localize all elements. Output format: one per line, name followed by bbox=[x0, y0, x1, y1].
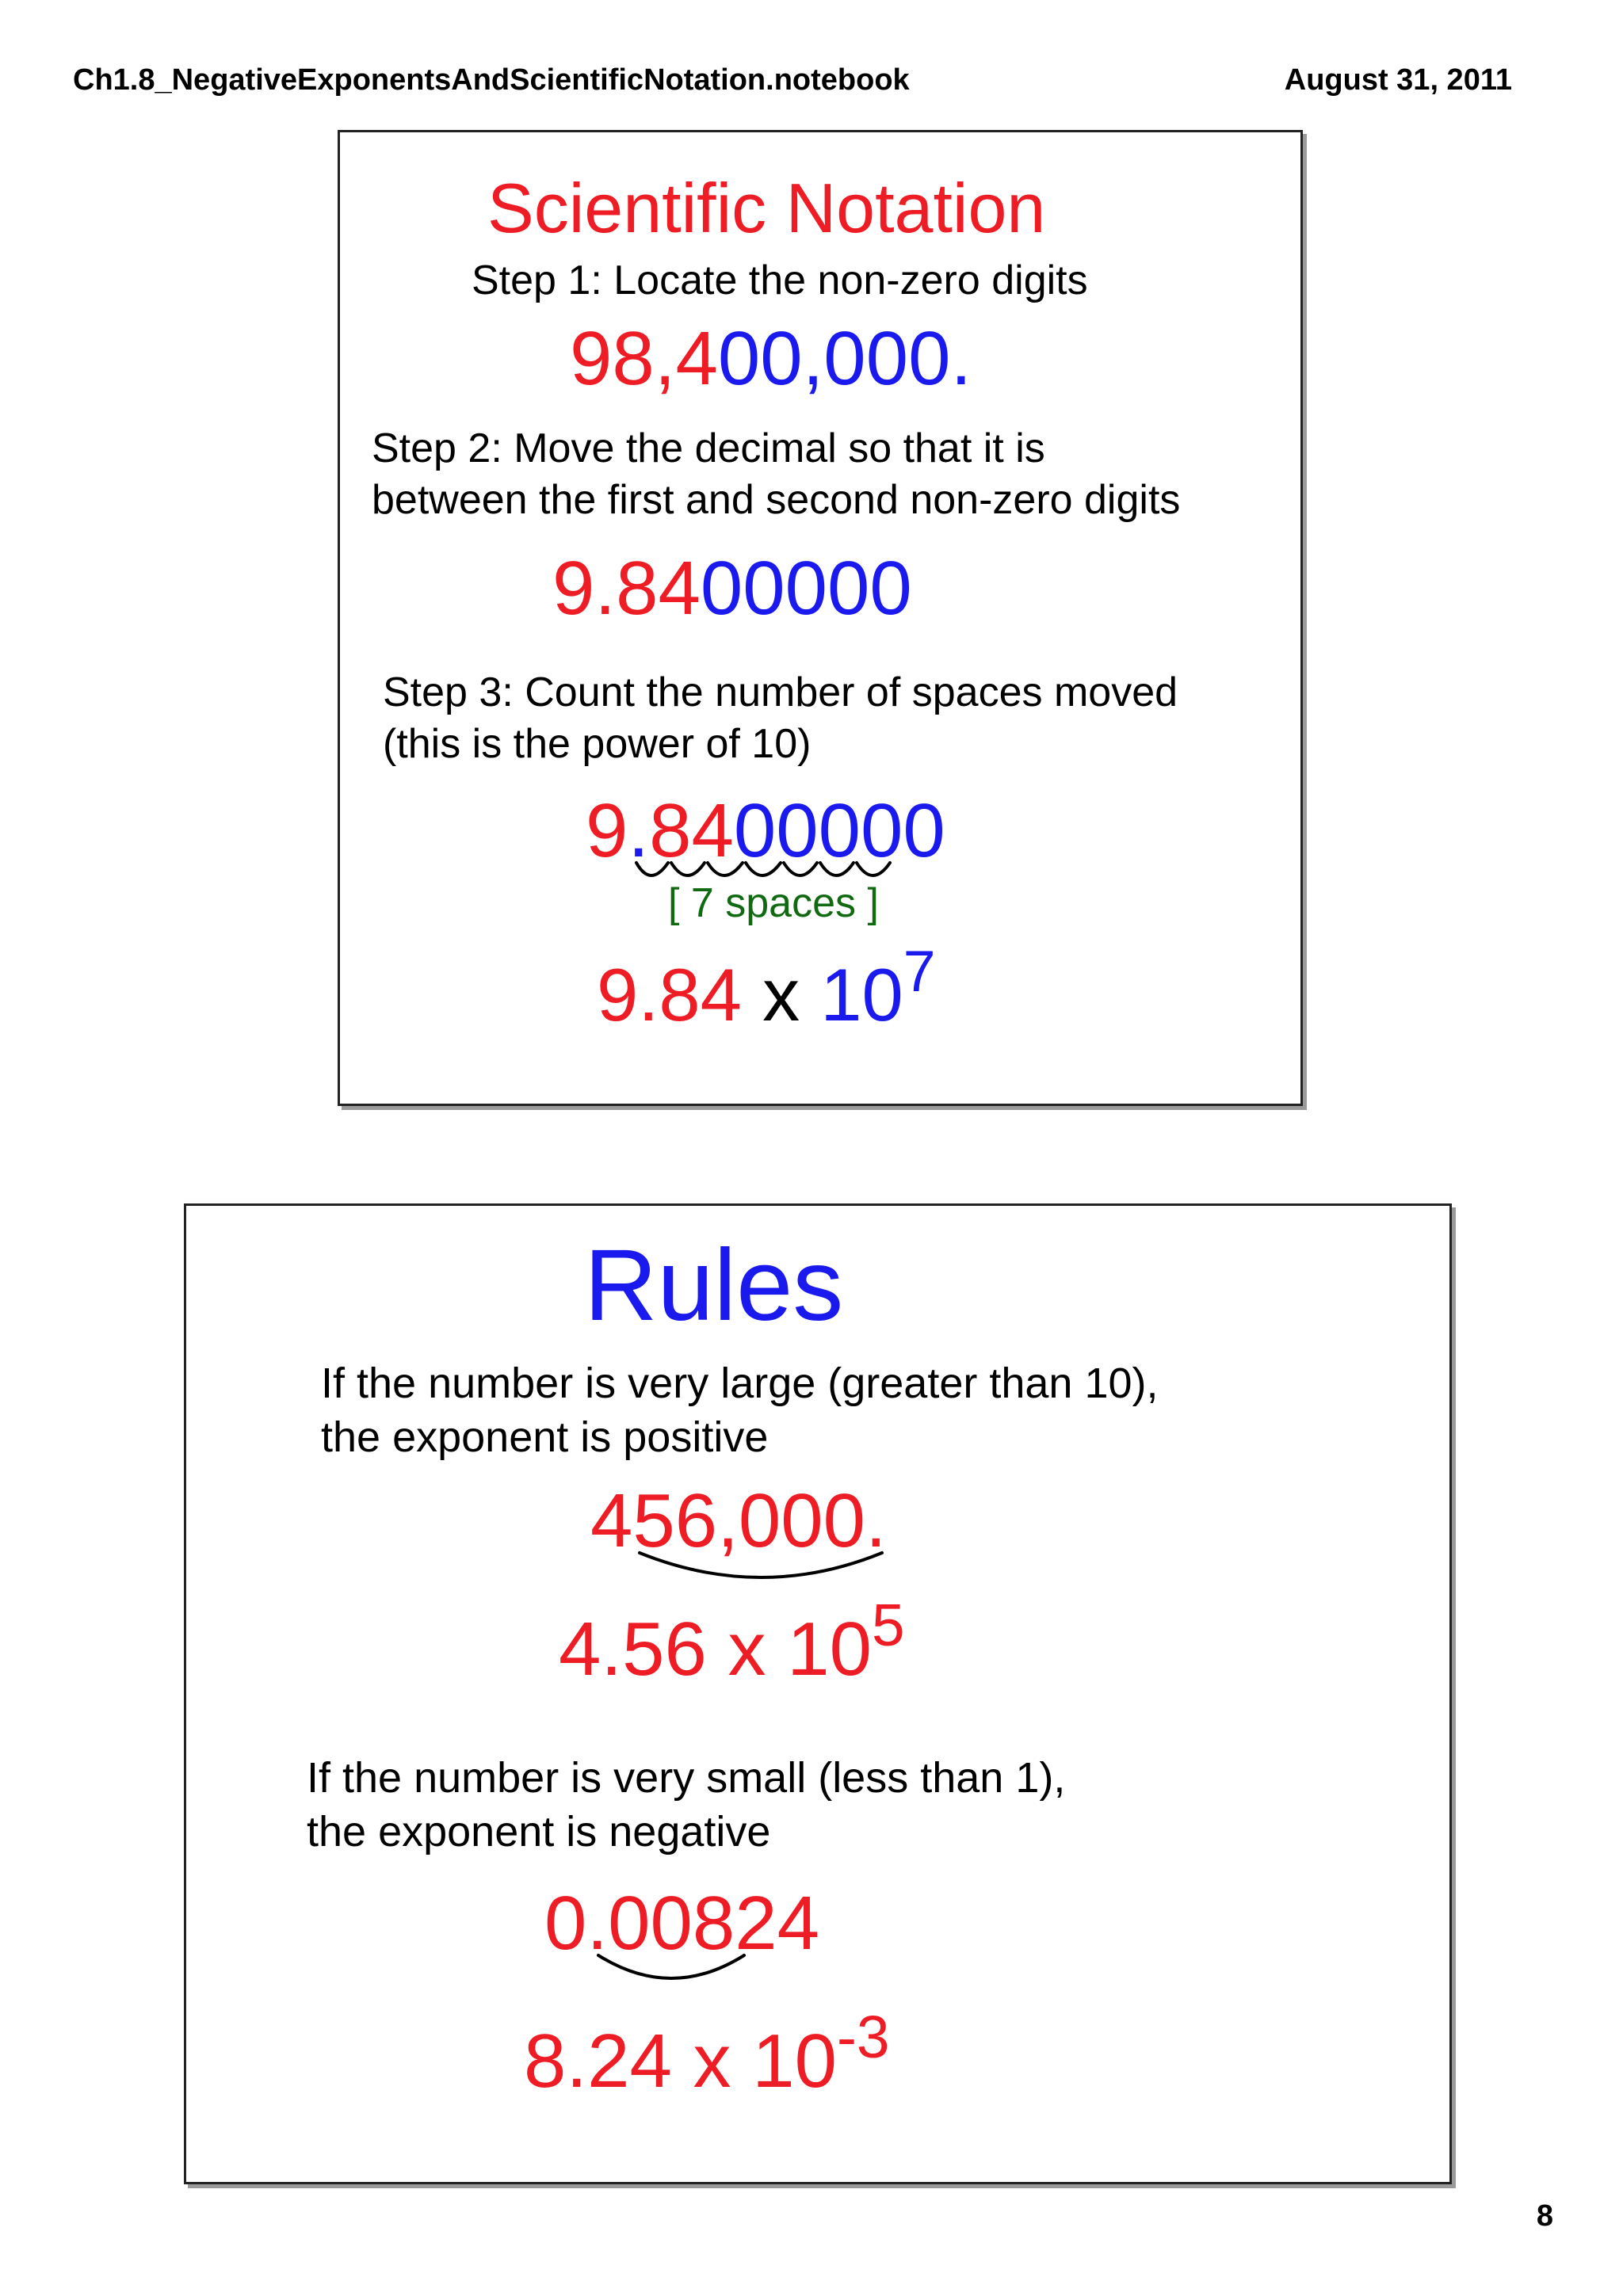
result-coefficient: 9.84 bbox=[597, 953, 742, 1036]
hop-arc-2 bbox=[671, 863, 705, 875]
decimal-point: . bbox=[628, 788, 650, 873]
zero-digits: 00,000. bbox=[717, 316, 972, 401]
number-9-84 bbox=[552, 546, 912, 631]
result-base: 10 bbox=[820, 953, 903, 1036]
spaces-note: [ 7 spaces ] bbox=[668, 880, 879, 926]
slide-rules bbox=[184, 1203, 1452, 2184]
zeros-counted: 00000 bbox=[733, 788, 945, 873]
rule2-line2: the exponent is negative bbox=[307, 1808, 771, 1855]
digit-9: 9 bbox=[586, 788, 628, 873]
arc-small-number bbox=[594, 1949, 752, 1997]
hop-arc-3 bbox=[708, 863, 743, 875]
hop-arc-5 bbox=[784, 863, 817, 875]
large-result-base: 4.56 x 10 bbox=[559, 1607, 872, 1691]
example-large-number: 456,000. bbox=[590, 1478, 887, 1563]
hop-arc-7 bbox=[857, 863, 890, 875]
step1-text: Step 1: Locate the non-zero digits bbox=[472, 257, 1088, 303]
large-result-exponent: 5 bbox=[871, 1591, 905, 1658]
nonzero-digits: 98,4 bbox=[570, 316, 718, 401]
slide-scientific-notation bbox=[338, 130, 1303, 1106]
step2-line1: Step 2: Move the decimal so that it is bbox=[372, 425, 1045, 471]
trailing-zeros: 00000 bbox=[700, 546, 912, 631]
small-result-base: 8.24 x 10 bbox=[524, 2019, 837, 2103]
rule1-line1: If the number is very large (greater than 10), bbox=[321, 1360, 1159, 1407]
example-small-result bbox=[524, 2003, 890, 2103]
slide-title: Scientific Notation bbox=[487, 169, 1046, 247]
moved-decimal-digits: 9.84 bbox=[552, 546, 701, 631]
document-filename: Ch1.8_NegativeExponentsAndScientificNotation.notebook bbox=[73, 63, 910, 97]
page-number: 8 bbox=[1536, 2199, 1553, 2233]
times-sign: x bbox=[762, 953, 800, 1036]
digits-84: 84 bbox=[649, 788, 734, 873]
rule1-line2: the exponent is positive bbox=[321, 1413, 769, 1461]
step3-line1: Step 3: Count the number of spaces moved bbox=[383, 669, 1178, 715]
rule2-line1: If the number is very small (less than 1), bbox=[307, 1754, 1066, 1802]
hop-arc-6 bbox=[820, 863, 854, 875]
hop-arc-1 bbox=[636, 863, 668, 875]
step2-line2: between the first and second non-zero digits bbox=[372, 477, 1181, 523]
example-small-number: 0.00824 bbox=[544, 1881, 820, 1966]
example-large-result bbox=[559, 1591, 905, 1691]
number-98400000 bbox=[570, 316, 972, 401]
result-exponent: 7 bbox=[903, 939, 936, 1005]
step3-line2: (this is the power of 10) bbox=[383, 721, 812, 767]
document-date: August 31, 2011 bbox=[1284, 63, 1512, 97]
hop-arc-4 bbox=[746, 863, 781, 875]
small-result-exponent: -3 bbox=[836, 2003, 890, 2070]
slide-title: Rules bbox=[584, 1229, 844, 1342]
result-expression bbox=[597, 939, 936, 1036]
arc-large-number bbox=[635, 1547, 888, 1594]
